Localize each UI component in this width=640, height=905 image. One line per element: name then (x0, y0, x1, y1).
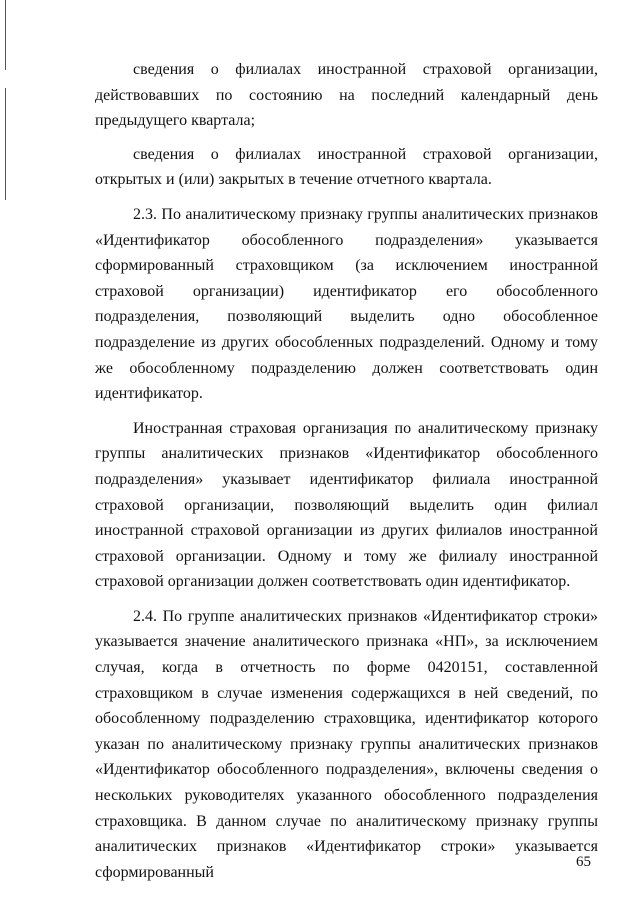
paragraph: 2.4. По группе аналитических признаков «Идентификатор строки» указывается значение аналитического признака «НП», за исключением случая, когда в отчетность по форме 0420151, составленной страховщиком в случае изменения содержащихся в ней сведений, по обособленному подразделению страховщика, идентификатор которого указан по аналитическому признаку группы аналитических признаков «Идентификатор обособленного подразделения», включены сведения о нескольких руководителях указанного обособленного подразделения страховщика. В данном случае по аналитическому признаку группы аналитических признаков «Идентификатор строки» указывается сформированный (95, 607, 598, 881)
binding-mark (5, 88, 6, 200)
paragraph: сведения о филиалах иностранной страховой организации, открытых и (или) закрытых в течение отчетного квартала. (95, 145, 598, 189)
paragraph: сведения о филиалах иностранной страховой организации, действовавших по состоянию на последний календарный день предыдущего квартала; (95, 61, 598, 130)
binding-mark (5, 0, 6, 70)
body-text (95, 57, 598, 885)
paragraph: Иностранная страховая организация по аналитическому признаку группы аналитических признаков «Идентификатор обособленного подразделения» указывает идентификатор филиала иностранной страховой организации, позволяющий выделить один филиал иностранной страховой организации из других филиалов иностранной страховой организации. Одному и тому же филиалу иностранной страховой организации должен соответствовать один идентификатор. (95, 419, 598, 591)
paragraph: 2.3. По аналитическому признаку группы аналитических признаков «Идентификатор обособленного подразделения» указывается сформированный страховщиком (за исключением иностранной страховой организации) идентификатор его обособленного подразделения, позволяющий выделить одно обособленное подразделение из других обособленных подразделений. Одному и тому же обособленному подразделению должен соответствовать один идентификатор. (95, 205, 598, 403)
page-number: 65 (576, 854, 591, 870)
